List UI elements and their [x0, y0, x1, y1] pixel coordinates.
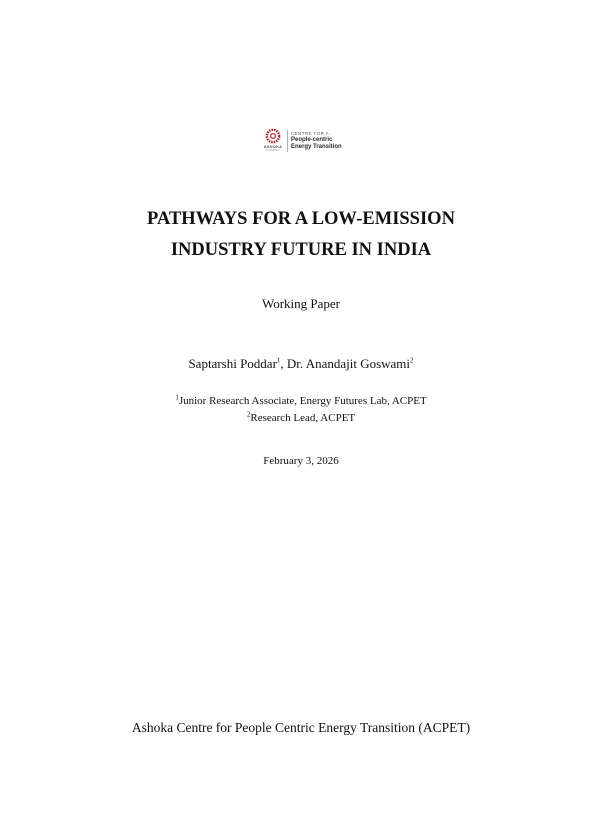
paper-type: Working Paper [261, 296, 341, 311]
title-line-2: INDUSTRY FUTURE IN INDIA [170, 240, 432, 260]
affiliation-text: Junior Research Associate, Energy Futures Lab, ACPET [178, 395, 427, 407]
author-affiliation-marker: 2 [410, 356, 414, 365]
author-line [0, 356, 602, 372]
logo-line-1: CENTRE FOR A [291, 131, 330, 136]
logo-divider [287, 130, 288, 152]
ashoka-emblem [262, 128, 284, 152]
affiliation-marker: 1 [175, 393, 179, 402]
logo-text [291, 131, 342, 151]
logo-wordmark: ASHOKA [263, 144, 283, 149]
author-affiliation-marker: 1 [276, 356, 281, 365]
emblem-circle-icon [265, 128, 281, 144]
logo-wordmark-sub: UNIVERSITY [265, 149, 281, 152]
affiliation-marker: 2 [246, 410, 251, 419]
affiliation-2 [0, 412, 602, 424]
logo-line-2: People-centric [291, 137, 333, 143]
author-separator: , [280, 356, 287, 371]
publication-date: February 3, 2026 [263, 455, 339, 467]
title-line-1: PATHWAYS FOR A LOW-EMISSION [147, 209, 455, 229]
affiliation-1 [0, 395, 602, 407]
acpet-logo [262, 128, 342, 156]
affiliation-text: Research Lead, ACPET [250, 412, 356, 424]
logo-line-3: Energy Transition [291, 144, 342, 150]
author-name: Saptarshi Poddar [188, 356, 277, 371]
author-name: Dr. Anandajit Goswami [286, 356, 411, 371]
footer-institution: Ashoka Centre for People Centric Energy Transition (ACPET) [131, 720, 471, 735]
